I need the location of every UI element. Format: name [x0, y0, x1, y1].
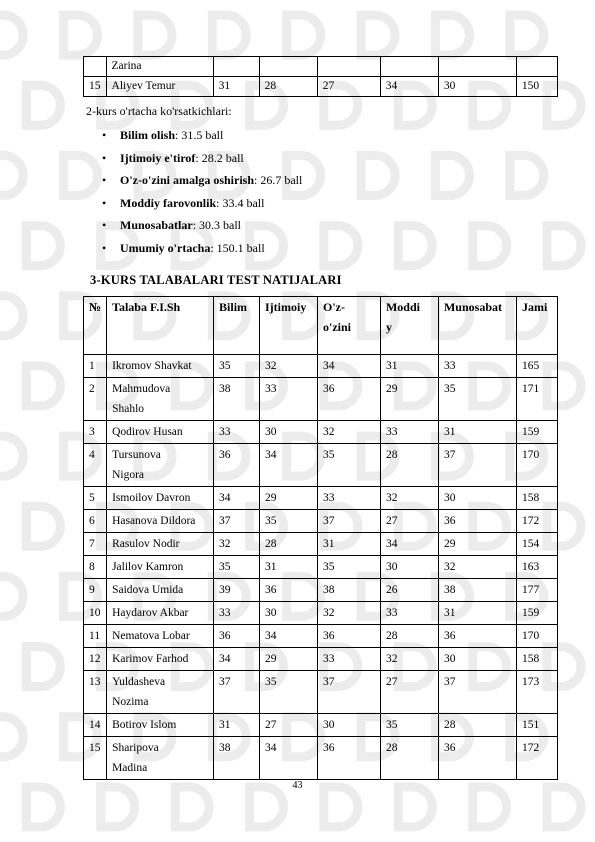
row-number: 12 — [84, 648, 107, 671]
score-cell: 30 — [438, 648, 516, 671]
score-cell: 151 — [516, 714, 557, 737]
score-cell: 38 — [438, 579, 516, 602]
score-cell: 36 — [438, 510, 516, 533]
score-cell: 35 — [260, 671, 318, 714]
cell-line: Nigora — [112, 469, 144, 481]
score-cell: 33 — [318, 648, 381, 671]
score-cell: 27 — [380, 510, 438, 533]
score-cell: 36 — [260, 579, 318, 602]
student-name — [107, 378, 214, 421]
cell-line: Munosabat — [443, 300, 502, 314]
score-cell: 37 — [318, 671, 381, 714]
score-cell: 34 — [380, 533, 438, 556]
watermark-letter — [0, 717, 23, 757]
column-header — [214, 297, 260, 355]
cell-line: Ismoilov Davron — [112, 492, 191, 504]
table-row — [84, 444, 558, 487]
row-number: 7 — [84, 533, 107, 556]
score-cell: 34 — [260, 737, 318, 780]
summary-item-label: Umumiy o'rtacha — [120, 240, 211, 255]
summary-item-value: : 26.7 ball — [254, 173, 303, 187]
row-number: 14 — [84, 714, 107, 737]
watermark-letter — [435, 155, 469, 195]
column-header — [438, 297, 516, 355]
watermark-letter — [547, 226, 581, 266]
table-cell — [213, 57, 259, 77]
watermark-letter — [26, 85, 60, 125]
table-header-row — [84, 297, 558, 355]
table-cell: 27 — [317, 77, 380, 97]
score-cell: 36 — [438, 625, 516, 648]
summary-item-label: O'z-o'zini amalga oshirish — [120, 173, 255, 187]
table-row — [84, 648, 558, 671]
watermark-letter — [0, 155, 23, 195]
watermark-letter — [26, 226, 60, 266]
column-header — [107, 297, 214, 355]
score-cell: 177 — [516, 579, 557, 602]
score-cell: 28 — [380, 737, 438, 780]
score-cell: 172 — [516, 510, 557, 533]
table-row — [84, 714, 558, 737]
score-cell: 173 — [516, 671, 557, 714]
row-number: 8 — [84, 556, 107, 579]
score-cell: 35 — [318, 556, 381, 579]
summary-item-label: Ijtimoiy e'tirof — [120, 150, 196, 165]
student-name — [107, 625, 214, 648]
score-cell: 32 — [318, 602, 381, 625]
cell-line: Mahmudova — [112, 383, 171, 395]
summary-item — [102, 124, 302, 147]
student-name — [107, 355, 214, 378]
table-row — [84, 625, 558, 648]
watermark-letter — [250, 787, 284, 827]
table-cell: 30 — [438, 77, 516, 97]
watermark-letter — [138, 15, 172, 55]
watermark-letter — [0, 436, 23, 476]
summary-item — [102, 169, 302, 192]
score-cell: 32 — [380, 487, 438, 510]
table-cell: 34 — [380, 77, 438, 97]
student-name — [107, 579, 214, 602]
watermark-letter — [26, 506, 60, 546]
score-cell: 31 — [438, 602, 516, 625]
score-cell: 29 — [380, 378, 438, 421]
score-cell: 29 — [438, 533, 516, 556]
row-number: 5 — [84, 487, 107, 510]
student-name — [107, 737, 214, 780]
watermark-letter — [287, 15, 321, 55]
watermark-letter — [473, 787, 507, 827]
cell-line: Ijtimoiy — [265, 300, 307, 314]
row-number: 11 — [84, 625, 107, 648]
score-cell: 28 — [438, 714, 516, 737]
table-row — [84, 737, 558, 780]
score-cell: 27 — [260, 714, 318, 737]
score-cell: 32 — [214, 533, 260, 556]
table-cell — [516, 57, 557, 77]
cell-line: Talaba F.I.Sh — [112, 300, 181, 314]
cell-line: Shahlo — [112, 403, 145, 415]
row-number: 15 — [84, 737, 107, 780]
score-cell: 35 — [214, 355, 260, 378]
score-cell: 158 — [516, 487, 557, 510]
cell-line: Karimov Farhod — [112, 653, 189, 665]
table-cell: 150 — [516, 77, 557, 97]
summary-item-value: : 31.5 ball — [175, 128, 224, 142]
score-cell: 159 — [516, 421, 557, 444]
score-cell: 170 — [516, 444, 557, 487]
score-cell: 32 — [380, 648, 438, 671]
table-row — [84, 378, 558, 421]
cell-line: y — [385, 320, 392, 334]
summary-item-value: : 30.3 ball — [192, 218, 242, 232]
score-cell: 30 — [380, 556, 438, 579]
score-cell: 33 — [214, 421, 260, 444]
table-row — [84, 510, 558, 533]
cell-line: Sharipova — [112, 742, 159, 754]
score-cell: 159 — [516, 602, 557, 625]
summary-item-value: : 150.1 ball — [210, 240, 265, 255]
cell-line: Jami — [521, 300, 548, 314]
section-title: 3-KURS TALABALARI TEST NATIJALARI — [90, 273, 342, 287]
table-row — [84, 556, 558, 579]
cell-line: Qodirov Husan — [112, 426, 183, 438]
score-cell: 36 — [438, 737, 516, 780]
score-cell: 34 — [260, 444, 318, 487]
watermark-letter — [64, 155, 98, 195]
watermark-letter — [398, 226, 432, 266]
score-cell: 38 — [214, 378, 260, 421]
score-cell: 171 — [516, 378, 557, 421]
score-cell: 34 — [214, 648, 260, 671]
score-cell: 36 — [318, 378, 381, 421]
watermark-letter — [64, 15, 98, 55]
score-cell: 33 — [318, 487, 381, 510]
student-name — [107, 421, 214, 444]
score-cell: 36 — [318, 625, 381, 648]
score-cell: 33 — [438, 355, 516, 378]
score-cell: 37 — [318, 510, 381, 533]
table-cell: 28 — [259, 77, 317, 97]
score-cell: 37 — [438, 671, 516, 714]
score-cell: 32 — [438, 556, 516, 579]
watermark-letter — [473, 226, 507, 266]
summary-item — [102, 237, 302, 260]
score-cell: 34 — [318, 355, 381, 378]
student-name — [107, 714, 214, 737]
page-number: 43 — [292, 780, 303, 791]
score-cell: 172 — [516, 737, 557, 780]
watermark-letter — [435, 15, 469, 55]
watermark-letter — [26, 787, 60, 827]
summary-item-label: Munosabatlar — [120, 218, 193, 232]
table-row — [84, 355, 558, 378]
score-cell: 35 — [380, 714, 438, 737]
table-row — [84, 57, 558, 77]
score-cell: 35 — [318, 444, 381, 487]
summary-item-value: : 28.2 ball — [195, 150, 244, 165]
score-cell: 33 — [380, 421, 438, 444]
cell-line: Botirov Islom — [112, 719, 177, 731]
row-number: 1 — [84, 355, 107, 378]
column-header — [84, 297, 107, 355]
table-cell: 31 — [213, 77, 259, 97]
watermark-letter — [510, 155, 544, 195]
cell-line: Yuldasheva — [112, 676, 166, 688]
score-cell: 27 — [380, 671, 438, 714]
cell-line: Rasulov Nodir — [112, 538, 180, 550]
watermark-letter — [26, 647, 60, 687]
cell-line: № — [89, 300, 102, 314]
score-cell: 36 — [214, 444, 260, 487]
cell-line: Ikromov Shavkat — [112, 360, 192, 372]
watermark-letter — [0, 15, 23, 55]
cell-line: Hasanova Dildora — [112, 515, 196, 527]
watermark-letter — [361, 15, 395, 55]
table-cell — [259, 57, 317, 77]
student-name — [107, 487, 214, 510]
student-name — [107, 671, 214, 714]
score-cell: 34 — [260, 625, 318, 648]
table-cell — [84, 57, 107, 77]
cell-line: Nozima — [112, 696, 149, 708]
summary-item-label: Bilim olish — [120, 128, 176, 142]
cell-line: Madina — [112, 762, 148, 774]
score-cell: 37 — [214, 510, 260, 533]
score-cell: 36 — [318, 737, 381, 780]
row-number: 3 — [84, 421, 107, 444]
score-cell: 163 — [516, 556, 557, 579]
score-cell: 30 — [260, 421, 318, 444]
student-name — [107, 510, 214, 533]
watermark-letter — [398, 787, 432, 827]
summary-item-label: Moddiy farovonlik — [120, 195, 217, 210]
score-cell: 32 — [260, 355, 318, 378]
watermark-letter — [212, 15, 246, 55]
score-cell: 30 — [318, 714, 381, 737]
continued-results-table — [83, 56, 558, 97]
score-cell: 37 — [438, 444, 516, 487]
score-cell: 35 — [260, 510, 318, 533]
watermark-letter — [324, 787, 358, 827]
score-cell: 33 — [380, 602, 438, 625]
watermark-letter — [510, 15, 544, 55]
score-cell: 33 — [214, 602, 260, 625]
score-cell: 34 — [214, 487, 260, 510]
cell-line: o'zini — [323, 320, 352, 334]
student-name — [107, 533, 214, 556]
score-cell: 28 — [260, 533, 318, 556]
student-name — [107, 556, 214, 579]
row-number: 13 — [84, 671, 107, 714]
table-row — [84, 671, 558, 714]
cell-line: Jalilov Kamron — [112, 561, 184, 573]
table-row — [84, 487, 558, 510]
watermark-letter — [175, 787, 209, 827]
cell-line: Nematova Lobar — [112, 630, 190, 642]
table-cell: Aliyev Temur — [106, 77, 213, 97]
row-number: 6 — [84, 510, 107, 533]
score-cell: 30 — [438, 487, 516, 510]
score-cell: 31 — [214, 714, 260, 737]
table-row — [84, 533, 558, 556]
table-cell — [438, 57, 516, 77]
score-cell: 26 — [380, 579, 438, 602]
score-cell: 39 — [214, 579, 260, 602]
watermark-letter — [101, 787, 135, 827]
summary-title: 2-kurs o'rtacha ko'rsatkichlari: — [86, 104, 232, 118]
cell-line: Bilim — [219, 300, 248, 314]
score-cell: 170 — [516, 625, 557, 648]
watermark-letter — [324, 226, 358, 266]
column-header — [260, 297, 318, 355]
score-cell: 33 — [260, 378, 318, 421]
score-cell: 28 — [380, 444, 438, 487]
student-name — [107, 602, 214, 625]
summary-item-value: : 33.4 ball — [216, 195, 265, 210]
row-number: 4 — [84, 444, 107, 487]
watermark-letter — [0, 576, 23, 616]
summary-item — [102, 192, 302, 215]
watermark-letter — [0, 296, 23, 336]
score-cell: 31 — [260, 556, 318, 579]
row-number: 9 — [84, 579, 107, 602]
score-cell: 31 — [380, 355, 438, 378]
table-row — [84, 421, 558, 444]
column-header — [380, 297, 438, 355]
score-cell: 165 — [516, 355, 557, 378]
score-cell: 38 — [214, 737, 260, 780]
table-cell — [380, 57, 438, 77]
score-cell: 154 — [516, 533, 557, 556]
third-year-results-table — [83, 296, 558, 780]
table-row — [84, 579, 558, 602]
score-cell: 36 — [214, 625, 260, 648]
watermark-letter — [547, 787, 581, 827]
score-cell: 29 — [260, 648, 318, 671]
score-cell: 31 — [318, 533, 381, 556]
table-cell: 15 — [84, 77, 107, 97]
student-name — [107, 648, 214, 671]
score-cell: 38 — [318, 579, 381, 602]
cell-line: O'z- — [323, 300, 345, 314]
score-cell: 37 — [214, 671, 260, 714]
cell-line: Haydarov Akbar — [112, 607, 189, 619]
summary-list — [102, 124, 302, 259]
table-row — [84, 602, 558, 625]
row-number: 2 — [84, 378, 107, 421]
score-cell: 35 — [214, 556, 260, 579]
score-cell: 28 — [380, 625, 438, 648]
student-name — [107, 444, 214, 487]
table-row — [84, 77, 558, 97]
table-cell — [317, 57, 380, 77]
score-cell: 35 — [438, 378, 516, 421]
watermark-letter — [361, 155, 395, 195]
cell-line: Tursunova — [112, 449, 161, 461]
summary-item — [102, 147, 302, 170]
table-cell: Zarina — [106, 57, 213, 77]
score-cell: 30 — [260, 602, 318, 625]
column-header — [516, 297, 557, 355]
score-cell: 31 — [438, 421, 516, 444]
watermark-letter — [26, 366, 60, 406]
score-cell: 158 — [516, 648, 557, 671]
score-cell: 32 — [318, 421, 381, 444]
cell-line: Moddi — [385, 300, 420, 314]
column-header — [318, 297, 381, 355]
summary-item — [102, 214, 302, 237]
row-number: 10 — [84, 602, 107, 625]
cell-line: Saidova Umida — [112, 584, 184, 596]
score-cell: 29 — [260, 487, 318, 510]
